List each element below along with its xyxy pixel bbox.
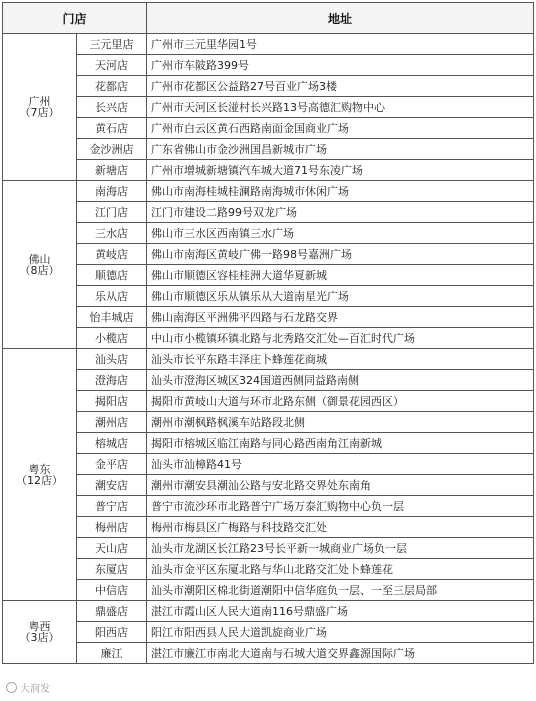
store-name-cell: 普宁店 [77,496,147,517]
address-cell: 汕头市长平东路丰泽庄卜蜂莲花商城 [147,349,534,370]
store-name-cell: 三水店 [77,223,147,244]
address-cell: 汕头市金平区东厦北路与华山北路交汇处卜蜂莲花 [147,559,534,580]
region-name: 广州 [28,95,51,108]
region-name: 粤东 [28,462,51,476]
store-name-cell: 三元里店 [77,34,147,55]
store-name-cell: 南海店 [77,181,147,202]
address-cell: 湛江市廉江市南北大道南与石城大道交界鑫源国际广场 [147,643,534,664]
table-header-row [3,3,534,34]
address-cell: 揭阳市榕城区临江南路与同心路西南角江南新城 [147,433,534,454]
address-cell: 中山市小榄镇环镇北路与北秀路交汇处—百汇时代广场 [147,328,534,349]
store-name-cell: 金平店 [77,454,147,475]
header-address: 地址 [147,3,534,34]
store-name-cell: 新塘店 [77,160,147,181]
table-row [3,475,534,496]
watermark-text: 大润发 [20,684,50,695]
table-row [3,307,534,328]
address-cell: 汕头市龙湖区长江路23号长平新一城商业广场负一层 [147,538,534,559]
store-name-cell: 鼎盛店 [77,601,147,622]
region-store-count: （3店） [19,631,60,644]
address-cell: 揭阳市黄岐山大道与环市北路东侧（御景花园西区） [147,391,534,412]
address-cell: 湛江市霞山区人民大道南116号鼎盛广场 [147,601,534,622]
table-row [3,538,534,559]
region-cell [3,601,77,664]
table-row [3,559,534,580]
store-name-cell: 顺德店 [77,265,147,286]
table-row [3,202,534,223]
region-store-count: （8店） [19,263,60,277]
store-name-cell: 金沙洲店 [77,139,147,160]
table-row [3,223,534,244]
store-name-cell: 阳西店 [77,622,147,643]
header-store: 门店 [3,3,147,34]
region-name: 粤西 [28,620,51,633]
table-row [3,433,534,454]
store-name-cell: 榕城店 [77,433,147,454]
store-name-cell: 天河店 [77,55,147,76]
address-cell: 普宁市流沙环市北路普宁广场万泰汇购物中心负一层 [147,496,534,517]
table-row [3,286,534,307]
table-row [3,517,534,538]
region-name: 佛山 [28,252,51,266]
table-body [3,34,534,664]
store-name-cell: 长兴店 [77,97,147,118]
table-row [3,622,534,643]
store-name-cell: 澄海店 [77,370,147,391]
table-row [3,412,534,433]
store-name-cell: 揭阳店 [77,391,147,412]
table-row [3,454,534,475]
address-cell: 潮州市潮安县潮汕公路与安北路交界处东南角 [147,475,534,496]
store-name-cell: 黄石店 [77,118,147,139]
region-cell [3,34,77,181]
table-row [3,244,534,265]
store-name-cell: 廉江 [77,643,147,664]
region-store-count: （7店） [19,106,60,119]
table-row [3,181,534,202]
address-cell: 江门市建设二路99号双龙广场 [147,202,534,223]
store-name-cell: 中信店 [77,580,147,601]
table-row [3,580,534,601]
address-cell: 阳江市阳西县人民大道凯旋商业广场 [147,622,534,643]
address-cell: 广州市三元里华园1号 [147,34,534,55]
address-cell: 佛山市南海区黄岐广佛一路98号嘉洲广场 [147,244,534,265]
store-name-cell: 花都店 [77,76,147,97]
table-row [3,55,534,76]
address-cell: 佛山市顺德区容桂桂洲大道华夏新城 [147,265,534,286]
table-row [3,118,534,139]
store-name-cell: 江门店 [77,202,147,223]
region-store-count: （12店） [16,473,63,487]
address-cell: 广东省佛山市金沙洲国昌新城市广场 [147,139,534,160]
weibo-icon [6,682,17,693]
address-cell: 广州市白云区黄石西路南面金国商业广场 [147,118,534,139]
address-cell: 汕头市潮阳区棉北街道潮阳中信华庭负一层、一至三层局部 [147,580,534,601]
store-name-cell: 怡丰城店 [77,307,147,328]
address-cell: 佛山市顺德区乐从镇乐从大道南星光广场 [147,286,534,307]
store-name-cell: 乐从店 [77,286,147,307]
address-cell: 汕头市澄海区城区324国道西侧同益路南侧 [147,370,534,391]
store-name-cell: 小榄店 [77,328,147,349]
address-cell: 佛山市三水区西南镇三水广场 [147,223,534,244]
store-name-cell: 梅州店 [77,517,147,538]
table-row [3,349,534,370]
store-name-cell: 汕头店 [77,349,147,370]
address-cell: 潮州市潮枫路枫溪车站路段北侧 [147,412,534,433]
address-cell: 佛山南海区平洲佛平四路与石龙路交界 [147,307,534,328]
table-row [3,160,534,181]
address-cell: 佛山市南海桂城桂澜路南海城市休闲广场 [147,181,534,202]
table-row [3,391,534,412]
table-row [3,76,534,97]
store-name-cell: 天山店 [77,538,147,559]
store-name-cell: 黄岐店 [77,244,147,265]
table-row [3,34,534,55]
table-row [3,496,534,517]
address-cell: 汕头市汕樟路41号 [147,454,534,475]
region-cell [3,349,77,601]
address-cell: 广州市增城新塘镇汽车城大道71号东凌广场 [147,160,534,181]
table-row [3,328,534,349]
table-row [3,265,534,286]
address-cell: 梅州市梅县区广梅路与科技路交汇处 [147,517,534,538]
table-row [3,643,534,664]
table-row [3,139,534,160]
watermark [6,680,50,695]
store-name-cell: 东厦店 [77,559,147,580]
store-name-cell: 潮安店 [77,475,147,496]
address-cell: 广州市车陂路399号 [147,55,534,76]
address-cell: 广州市花都区公益路27号百业广场3楼 [147,76,534,97]
region-cell [3,181,77,349]
address-cell: 广州市天河区长湴村长兴路13号高德汇购物中心 [147,97,534,118]
table-row [3,601,534,622]
stores-table [2,2,534,664]
table-row [3,370,534,391]
table-row [3,97,534,118]
store-name-cell: 潮州店 [77,412,147,433]
